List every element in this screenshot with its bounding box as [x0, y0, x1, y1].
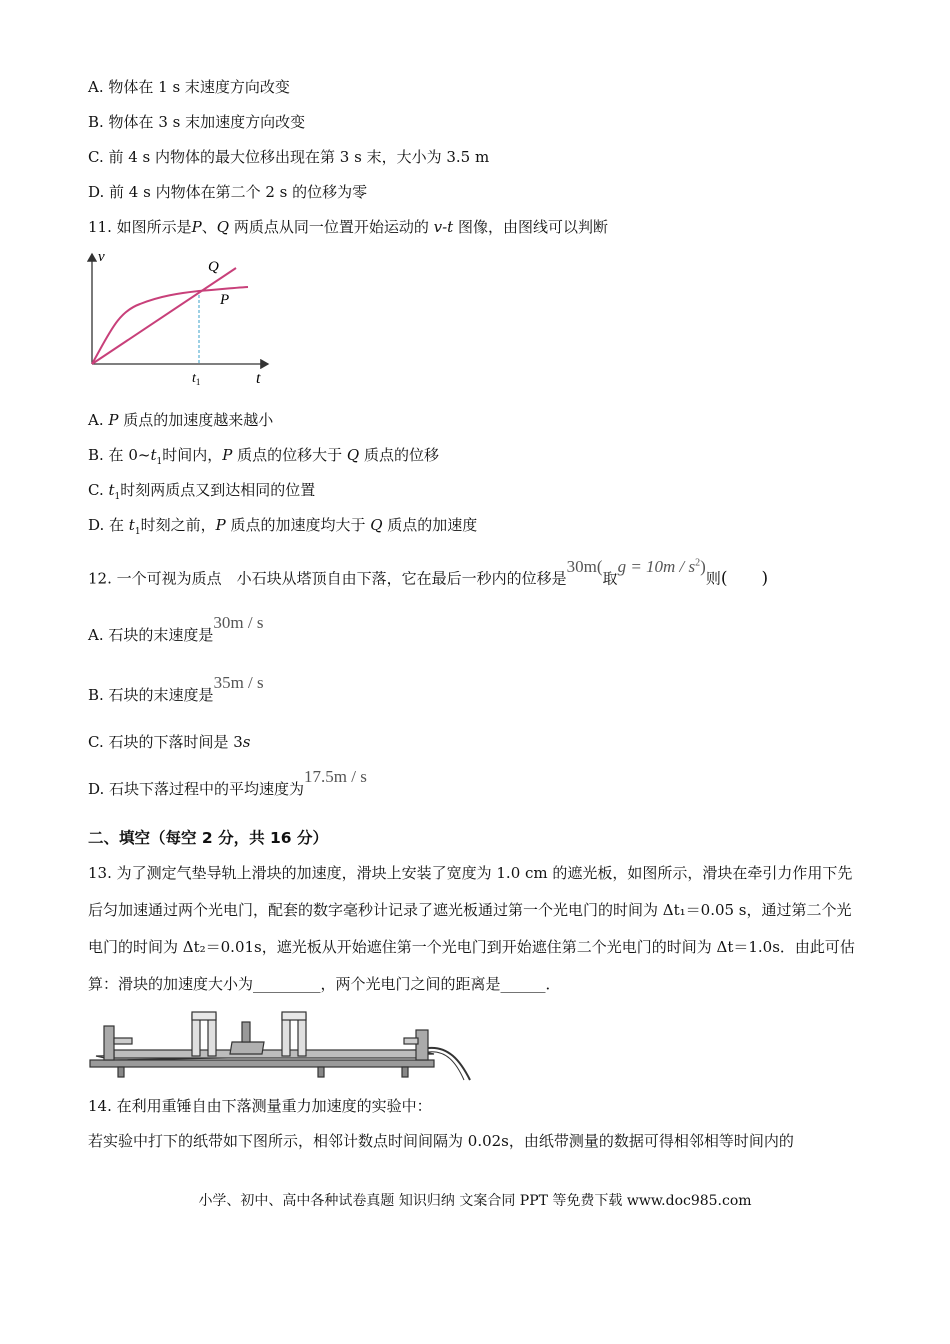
graph-t-label: t [256, 370, 261, 387]
end-stand-left [104, 1026, 114, 1060]
q12-option-c: C. 石块的下落时间是 3s [88, 733, 251, 751]
q12-option-d: D. 石块下落过程中的平均速度为17.5m / s [88, 767, 367, 798]
track-rail [114, 1050, 418, 1058]
q12-option-b: B. 石块的末速度是35m / s [88, 673, 264, 704]
q14-line1: 14. 在利用重锤自由下落测量重力加速度的实验中： [88, 1097, 432, 1115]
q11-option-b: B. 在 $0\sim t_1$时间内，P 质点的位移大于 Q 质点的位移 [88, 446, 439, 467]
q11-stem: 11. 如图所示是P、Q 两质点从同一位置开始运动的 v-t 图像，由图线可以判断 [88, 218, 608, 236]
graph-v-label: v [98, 249, 105, 265]
graph-q-label: Q [208, 259, 219, 275]
shading-plate [242, 1022, 250, 1042]
support-leg-left [118, 1067, 124, 1077]
q11-vt-graph [80, 242, 280, 392]
air-track-figure [86, 1010, 476, 1082]
graph-t1-label: $t_1$ [192, 371, 201, 387]
q10-option-a: A. 物体在 1 s 末速度方向改变 [88, 78, 290, 96]
q14-line2: 若实验中打下的纸带如下图所示，相邻计数点时间间隔为 0.02s，由纸带测量的数据可得相邻相等时间内的 [88, 1132, 794, 1150]
page-footer: 小学、初中、高中各种试卷真题 知识归纳 文案合同 PPT 等免费下载 www.doc985.com [198, 1193, 752, 1209]
end-clamp-left [114, 1038, 132, 1044]
q11-option-a: A. P 质点的加速度越来越小 [88, 411, 274, 429]
support-leg-right [402, 1067, 408, 1077]
q11-option-d: D. 在 $t_1$时刻之前，P 质点的加速度均大于 Q 质点的加速度 [88, 516, 478, 537]
pulley-clamp [404, 1038, 418, 1044]
q11-option-c: C. $t_1$时刻两质点又到达相同的位置 [88, 481, 316, 502]
q10-option-c: C. 前 4 s 内物体的最大位移出现在第 3 s 末，大小为 3.5 m [88, 148, 490, 166]
graph-p-label: P [220, 292, 230, 308]
track-base [90, 1060, 434, 1067]
slider-block [230, 1042, 264, 1054]
pulley-stand [416, 1030, 428, 1060]
q13-text: 13. 为了测定气垫导轨上滑块的加速度，滑块上安装了宽度为 1.0 cm 的遮光板，如图所示，滑块在牵引力作用下先后匀加速通过两个光电门，配套的数字毫秒计记录了遮光板通过第一个光电门的时间为 Δt₁＝0.05 s，通过第二个光电门的时间为 Δt₂＝0.01s，遮光板从开始遮住第一个光电门到开始遮住第二个光电门的时间为 Δt＝1.0s．由此可估算：滑块的加速度大小为_________，两个光电门之间的距离是______． [88, 864, 855, 993]
q12-stem: 12. 一个可视为质点 小石块从塔顶自由下落，它在最后一秒内的位移是30m(取$g = 10m / s^2$)则( ) [88, 556, 769, 589]
q10-option-d: D. 前 4 s 内物体在第二个 2 s 的位移为零 [88, 183, 368, 201]
q10-option-b: B. 物体在 3 s 末加速度方向改变 [88, 113, 306, 131]
photogate-2-top [282, 1012, 306, 1020]
support-leg-middle [318, 1067, 324, 1077]
section-heading: 二、填空（每空 2 分，共 16 分） [88, 829, 328, 847]
photogate-1-top [192, 1012, 216, 1020]
graph-curve-q-line [92, 268, 236, 364]
q12-option-a: A. 石块的末速度是30m / s [88, 613, 264, 644]
